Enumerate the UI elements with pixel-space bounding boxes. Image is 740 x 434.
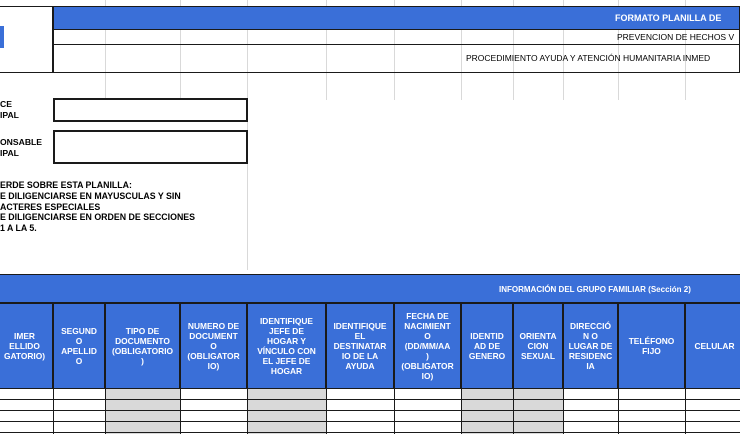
form-title-bar [53,6,740,30]
instructions-note: ERDE SOBRE ESTA PLANILLA: E DILIGENCIARSE EN MAYUSCULAS Y SIN ACTERES ESPECIALES E DILIGENCIARSE EN ORDEN DE SECCIONES 1 A LA 5. [0,180,196,234]
field2-label: ONSABLE IPAL [0,137,43,158]
col-header-tipo-documento: TIPO DE DOCUMENTO (OBLIGATORIO ) [105,303,180,389]
col-header-orientacion-sexual: ORIENTA CION SEXUAL [513,303,563,389]
col-header-celular: CELULAR [685,303,740,389]
table-row[interactable] [0,400,740,411]
col-header-jefe-hogar: IDENTIFIQUE JEFE DE HOGAR Y VÍNCULO CON EL JEFE DE HOGAR [247,303,326,389]
row-divider [53,389,54,434]
logo-box [0,6,53,73]
row-divider [685,389,686,434]
field2-input[interactable] [53,130,248,164]
table-row[interactable] [0,411,740,422]
row-divider [247,389,248,434]
subtitle-row [53,30,740,45]
row-divider [394,389,395,434]
section2-banner [0,274,740,303]
col-header-identidad-genero: IDENTID AD DE GENERO [461,303,513,389]
procedure-row [53,45,740,73]
col-header-destinatario: IDENTIFIQUE EL DESTINATAR IO DE LA AYUDA [326,303,394,389]
row-divider [618,389,619,434]
row-divider [105,389,106,434]
table-row[interactable] [0,389,740,400]
row-divider [563,389,564,434]
section2-title: INFORMACIÓN DEL GRUPO FAMILIAR (Sección 2) [499,285,691,294]
form-title: FORMATO PLANILLA DE [615,13,722,23]
table-row[interactable] [0,422,740,433]
col-header-numero-documento: NUMERO DE DOCUMENT O (OBLIGATOR IO) [180,303,247,389]
procedure-text: PROCEDIMIENTO AYUDA Y ATENCIÓN HUMANITARIA INMED [466,53,711,63]
col-header-segundo-apellido: SEGUND O APELLID O [53,303,105,389]
row-divider [180,389,181,434]
col-header-direccion: DIRECCIÓ N O LUGAR DE RESIDENC IA [563,303,618,389]
col-header-primer-apellido: IMER ELLIDO GATORIO) [0,303,53,389]
col-header-telefono-fijo: TELÉFONO FIJO [618,303,685,389]
col-header-fecha-nacimiento: FECHA DE NACIMIENT O (DD/MM/AA ) (OBLIGATOR IO) [394,303,461,389]
row-divider [513,389,514,434]
logo-accent [0,26,4,48]
subtitle-text: PREVENCION DE HECHOS V [617,32,735,42]
field1-label: CE IPAL [0,99,19,120]
row-divider [461,389,462,434]
field1-input[interactable] [53,98,248,122]
row-divider [326,389,327,434]
